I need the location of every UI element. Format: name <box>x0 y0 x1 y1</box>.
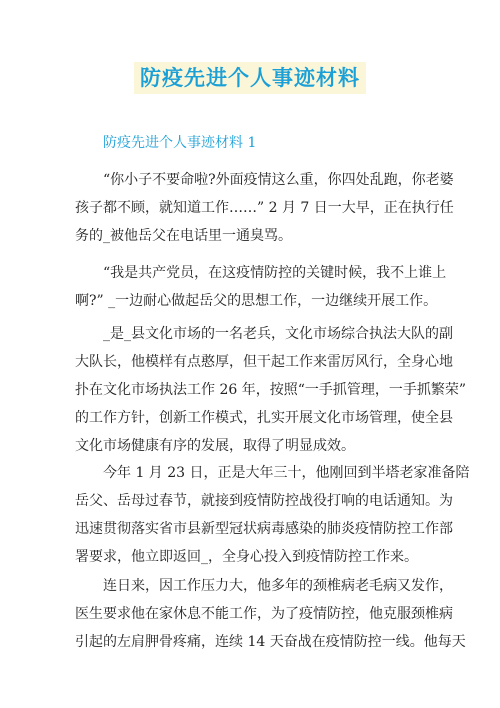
paragraph-line: 迅速贯彻落实省市县新型冠状病毒感染的肺炎疫情防控工作部 <box>75 521 453 537</box>
paragraph-line: _是_县文化市场的一名老兵，文化市场综合执法大队的副 <box>103 326 453 342</box>
paragraph-line: 务的_被他岳父在电话里一通臭骂。 <box>75 228 292 244</box>
paragraph-line: 岳父、岳母过春节，就接到疫情防控战役打响的电话通知。为 <box>75 493 453 509</box>
paragraph-line: 今年 1 月 23 日，正是大年三十，他刚回到半塔老家准备陪 <box>103 465 470 481</box>
title-container <box>0 62 500 94</box>
paragraph-1 <box>75 166 454 250</box>
paragraph-line: “我是共产党员，在这疫情防控的关键时候，我不上谁上 <box>103 265 447 281</box>
paragraph-line: “你小子不要命啦?外面疫情这么重，你四处乱跑，你老婆 <box>103 172 454 188</box>
paragraph-3 <box>75 320 467 460</box>
paragraph-line: 文化市场健康有序的发展，取得了明显成效。 <box>75 438 355 454</box>
paragraph-line: 大队长，他模样有点憨厚，但干起工作来雷厉风行，全身心地 <box>75 354 453 370</box>
paragraph-line: 医生要求他在家休息不能工作，为了疫情防控，他克服颈椎病 <box>75 606 453 622</box>
paragraph-line: 啊?” _一边耐心做起岳父的思想工作，一边继续开展工作。 <box>75 293 438 309</box>
paragraph-line: 孩子都不顾，就知道工作……” 2 月 7 日一大早，正在执行任 <box>75 200 454 216</box>
paragraph-5 <box>75 572 466 656</box>
paragraph-line: 署要求，他立即返回_，全身心投入到疫情防控工作来。 <box>75 549 418 565</box>
paragraph-4 <box>75 459 470 571</box>
paragraph-line: 扑在文化市场执法工作 26 年，按照“一手抓管理，一手抓繁荣” <box>75 382 467 398</box>
document-title: 防疫先进个人事迹材料 <box>134 62 366 94</box>
section-subtitle: 防疫先进个人事迹材料 1 <box>103 135 257 151</box>
paragraph-line: 连日来，因工作压力大，他多年的颈椎病老毛病又发作， <box>103 578 453 594</box>
paragraph-line: 的工作方针，创新工作模式，扎实开展文化市场管理，使全县 <box>75 410 453 426</box>
paragraph-2 <box>75 259 447 315</box>
paragraph-line: 引起的左肩胛骨疼痛，连续 14 天奋战在疫情防控一线。他每天 <box>75 634 466 650</box>
